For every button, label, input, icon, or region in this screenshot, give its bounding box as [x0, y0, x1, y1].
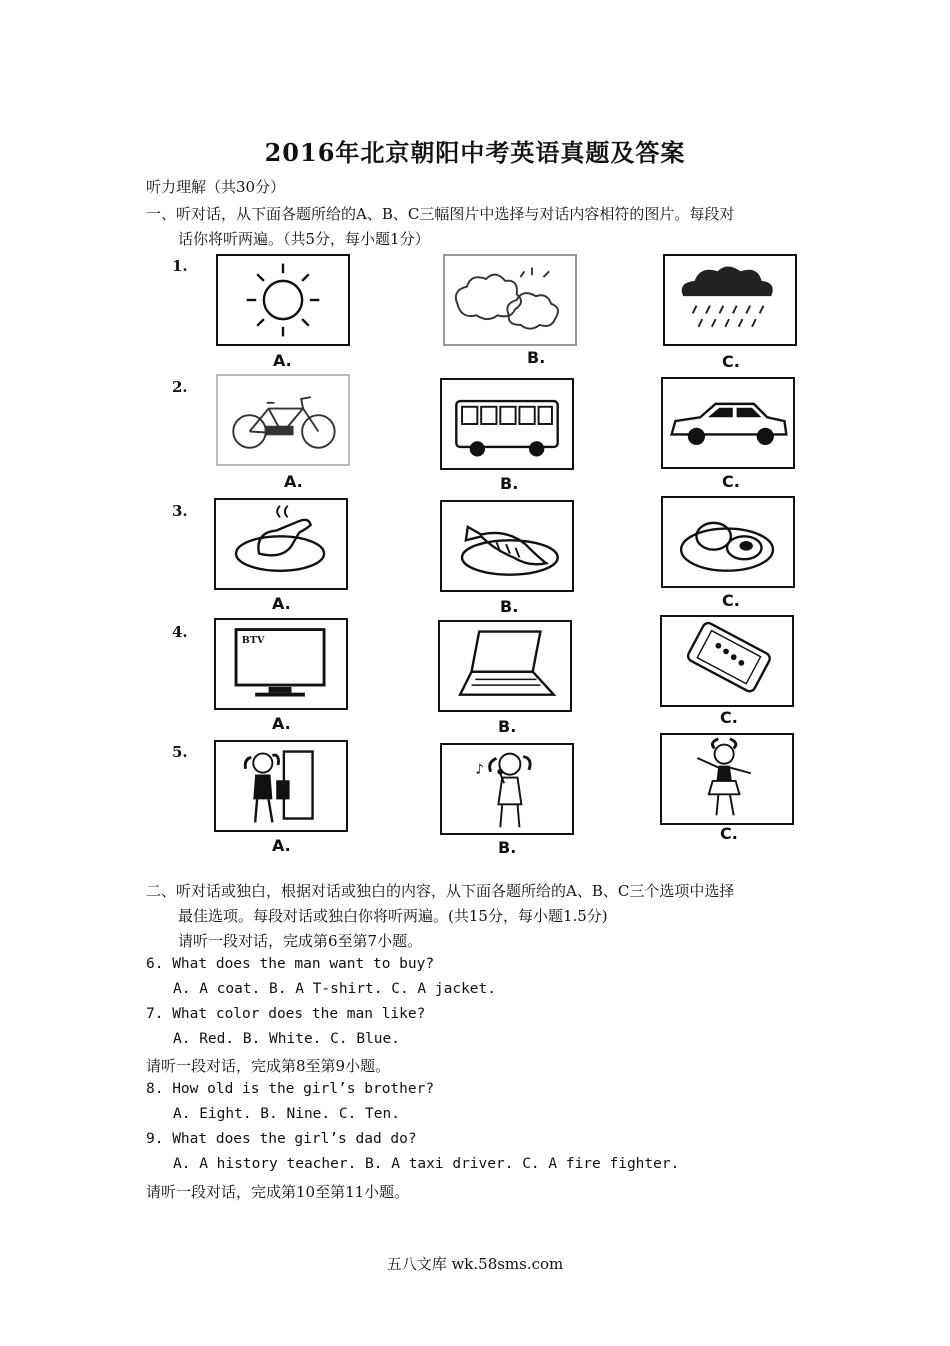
fish-icon — [440, 500, 574, 592]
rain-icon — [663, 254, 797, 346]
girl-piano-icon — [214, 740, 348, 832]
bus-icon — [440, 378, 574, 470]
option-label: B. — [500, 597, 519, 616]
question-8-options: A. Eight. B. Nine. C. Ten. — [173, 1106, 400, 1122]
part2-instruction-line2: 最佳选项。每段对话或独白你将听两遍。(共15分，每小题1.5分) — [178, 907, 608, 925]
option-label: A. — [272, 836, 291, 855]
question-number: 3. — [172, 502, 188, 520]
tv-screen-text: BTV — [241, 634, 265, 646]
option-label: B. — [498, 838, 517, 857]
sun-icon — [216, 254, 350, 346]
question-number: 5. — [172, 743, 188, 761]
smartphone-icon — [660, 615, 794, 707]
option-label: A. — [272, 714, 291, 733]
question-6: 6. What does the man want to buy? — [146, 956, 435, 972]
eggs-icon — [661, 496, 795, 588]
option-label: B. — [527, 348, 546, 367]
svg-text:♪: ♪ — [475, 762, 484, 778]
intro-questions-10-11: 请听一段对话，完成第10至第11小题。 — [146, 1183, 410, 1201]
question-9: 9. What does the girl’s dad do? — [146, 1131, 417, 1147]
laptop-icon — [438, 620, 572, 712]
television-icon — [214, 618, 348, 710]
option-label: B. — [498, 717, 517, 736]
part1-instruction-line2: 话你将听两遍。（共5分，每小题1分） — [178, 230, 430, 248]
question-number: 2. — [172, 378, 188, 396]
part1-instruction-line1: 一、听对话，从下面各题所给的A、B、C三幅图片中选择与对话内容相符的图片。每段对 — [146, 205, 735, 223]
girl-singing-icon — [440, 743, 574, 835]
chicken-leg-icon — [214, 498, 348, 590]
question-number: 1. — [172, 257, 188, 275]
part2-instruction-line1: 二、听对话或独白，根据对话或独白的内容，从下面各题所给的A、B、C三个选项中选择 — [146, 882, 735, 900]
option-label: C. — [722, 472, 740, 491]
option-label: A. — [273, 351, 292, 370]
footer-source: 五八文库 wk.58sms.com — [386, 1255, 564, 1273]
intro-questions-6-7: 请听一段对话，完成第6至第7小题。 — [178, 932, 423, 950]
page-title: 2016年北京朝阳中考英语真题及答案 — [264, 138, 686, 167]
bicycle-icon — [216, 374, 350, 466]
intro-questions-8-9: 请听一段对话，完成第8至第9小题。 — [146, 1057, 391, 1075]
question-6-options: A. A coat. B. A T-shirt. C. A jacket. — [173, 981, 497, 997]
option-label: A. — [284, 472, 303, 491]
option-label: C. — [722, 352, 740, 371]
cloud-icon — [443, 254, 577, 346]
option-label: C. — [720, 708, 738, 727]
option-label: C. — [720, 824, 738, 843]
option-label: A. — [272, 594, 291, 613]
option-label: B. — [500, 474, 519, 493]
question-7: 7. What color does the man like? — [146, 1006, 426, 1022]
question-number: 4. — [172, 623, 188, 641]
section-heading: 听力理解（共30分） — [146, 178, 286, 196]
girl-dancing-icon — [660, 733, 794, 825]
car-icon — [661, 377, 795, 469]
question-8: 8. How old is the girl’s brother? — [146, 1081, 435, 1097]
option-label: C. — [722, 591, 740, 610]
question-7-options: A. Red. B. White. C. Blue. — [173, 1031, 400, 1047]
question-9-options: A. A history teacher. B. A taxi driver. C. A fire fighter. — [173, 1156, 680, 1172]
